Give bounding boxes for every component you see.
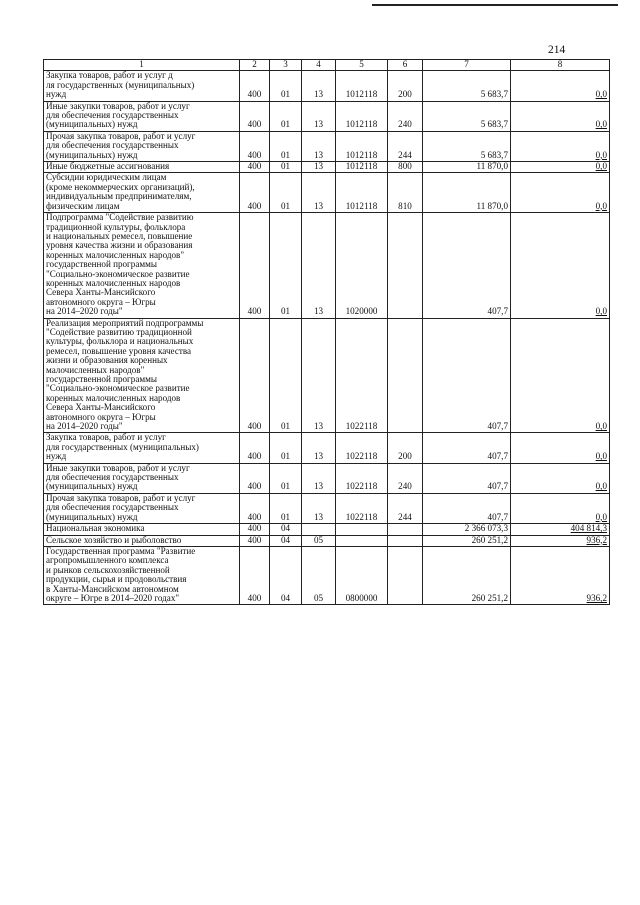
table-row: [44, 101, 610, 131]
expense-type-cell: 810: [388, 173, 423, 213]
section-code-cell: 01: [270, 318, 302, 433]
expense-type-cell: 200: [388, 433, 423, 463]
ministry-code-cell: 400: [240, 493, 270, 523]
row-name-cell: Иные бюджетные ассигнования: [44, 162, 240, 173]
ministry-code-cell: 400: [240, 213, 270, 318]
amount-cell: 260 251,2: [423, 546, 511, 604]
section-code-cell: 01: [270, 162, 302, 173]
subsection-code-cell: 13: [302, 433, 336, 463]
target-article-cell: 1012118: [336, 101, 388, 131]
ministry-code-cell: 400: [240, 546, 270, 604]
amount-cell: 5 683,7: [423, 131, 511, 161]
subsection-code-cell: [302, 524, 336, 535]
amount-second-cell: 0,0: [511, 433, 610, 463]
section-code-cell: 01: [270, 173, 302, 213]
target-article-cell: 1022118: [336, 463, 388, 493]
table-row: [44, 433, 610, 463]
target-article-cell: 1012118: [336, 173, 388, 213]
expense-type-cell: 244: [388, 131, 423, 161]
row-name-cell: Закупка товаров, работ и услуг д ля государственных (муниципальных) нужд: [44, 71, 240, 101]
ministry-code-cell: 400: [240, 173, 270, 213]
subsection-code-cell: 13: [302, 131, 336, 161]
amount-cell: 2 366 073,3: [423, 524, 511, 535]
ministry-code-cell: 400: [240, 131, 270, 161]
subsection-code-cell: 13: [302, 318, 336, 433]
row-name-cell: Иные закупки товаров, работ и услуг для обеспечения государственных (муниципальных) нужд: [44, 463, 240, 493]
amount-cell: 5 683,7: [423, 71, 511, 101]
subsection-code-cell: 13: [302, 173, 336, 213]
column-header: 4: [302, 60, 336, 71]
table-row: [44, 131, 610, 161]
row-name-cell: Национальная экономика: [44, 524, 240, 535]
table-row: [44, 524, 610, 535]
amount-cell: 407,7: [423, 318, 511, 433]
table-row: [44, 213, 610, 318]
amount-cell: 11 870,0: [423, 162, 511, 173]
page-number: 214: [548, 44, 566, 56]
amount-second-cell: 0,0: [511, 101, 610, 131]
row-name-cell: Субсидии юридическим лицам (кроме некоммерческих организаций), индивидуальным предпринимателям, физическим лицам: [44, 173, 240, 213]
ministry-code-cell: 400: [240, 101, 270, 131]
subsection-code-cell: 13: [302, 101, 336, 131]
column-header: 8: [511, 60, 610, 71]
table-row: [44, 493, 610, 523]
amount-second-cell: 0,0: [511, 71, 610, 101]
section-code-cell: 01: [270, 213, 302, 318]
ministry-code-cell: 400: [240, 433, 270, 463]
ministry-code-cell: 400: [240, 535, 270, 546]
expense-type-cell: [388, 535, 423, 546]
amount-second-cell: 0,0: [511, 162, 610, 173]
subsection-code-cell: 13: [302, 162, 336, 173]
amount-cell: 5 683,7: [423, 101, 511, 131]
section-code-cell: 01: [270, 71, 302, 101]
amount-second-cell: 0,0: [511, 318, 610, 433]
amount-second-cell: 0,0: [511, 213, 610, 318]
target-article-cell: 1012118: [336, 162, 388, 173]
row-name-cell: Закупка товаров, работ и услуг для государственных (муниципальных) нужд: [44, 433, 240, 463]
amount-cell: 11 870,0: [423, 173, 511, 213]
amount-cell: 407,7: [423, 463, 511, 493]
target-article-cell: [336, 524, 388, 535]
section-code-cell: 04: [270, 524, 302, 535]
column-header: 7: [423, 60, 511, 71]
ministry-code-cell: 400: [240, 524, 270, 535]
amount-cell: 407,7: [423, 433, 511, 463]
expense-type-cell: 800: [388, 162, 423, 173]
target-article-cell: 1022118: [336, 318, 388, 433]
amount-second-cell: 0,0: [511, 493, 610, 523]
ministry-code-cell: 400: [240, 162, 270, 173]
target-article-cell: 1012118: [336, 131, 388, 161]
row-name-cell: Государственная программа "Развитие агропромышленного комплекса и рынков сельскохозяйственной продукции, сырья и продовольствия в Ханты-Мансийском автономном округе – Югре в 2014–2020 годах": [44, 546, 240, 604]
subsection-code-cell: 05: [302, 535, 336, 546]
amount-second-cell: 936,2: [511, 546, 610, 604]
ministry-code-cell: 400: [240, 71, 270, 101]
column-header: 2: [240, 60, 270, 71]
expense-type-cell: 200: [388, 71, 423, 101]
target-article-cell: 1020000: [336, 213, 388, 318]
amount-cell: 407,7: [423, 493, 511, 523]
amount-cell: 260 251,2: [423, 535, 511, 546]
amount-second-cell: 0,0: [511, 131, 610, 161]
subsection-code-cell: 13: [302, 493, 336, 523]
column-header: 5: [336, 60, 388, 71]
target-article-cell: [336, 535, 388, 546]
target-article-cell: 1022118: [336, 493, 388, 523]
section-code-cell: 01: [270, 101, 302, 131]
column-header: 6: [388, 60, 423, 71]
budget-table: [43, 59, 610, 605]
section-code-cell: 01: [270, 433, 302, 463]
amount-cell: 407,7: [423, 213, 511, 318]
subsection-code-cell: 13: [302, 463, 336, 493]
target-article-cell: 1022118: [336, 433, 388, 463]
expense-type-cell: 240: [388, 101, 423, 131]
top-rule: [372, 4, 618, 6]
row-name-cell: Прочая закупка товаров, работ и услуг для обеспечения государственных (муниципальных) нужд: [44, 131, 240, 161]
table-row: [44, 463, 610, 493]
row-name-cell: Прочая закупка товаров, работ и услуг для обеспечения государственных (муниципальных) нужд: [44, 493, 240, 523]
amount-second-cell: 0,0: [511, 463, 610, 493]
section-code-cell: 04: [270, 535, 302, 546]
amount-second-cell: 404 814,3: [511, 524, 610, 535]
expense-type-cell: 240: [388, 463, 423, 493]
row-name-cell: Подпрограмма "Содействие развитию традиционной культуры, фольклора и национальных ремесел, повышение уровня качества жизни и образования коренных малочисленных народов" государственной программы "Социально-экономическое развитие коренных малочисленных народов Севера Ханты-Мансийского автономного округа – Югры на 2014–2020 годы": [44, 213, 240, 318]
target-article-cell: 1012118: [336, 71, 388, 101]
subsection-code-cell: 13: [302, 71, 336, 101]
table-row: [44, 546, 610, 604]
ministry-code-cell: 400: [240, 463, 270, 493]
table-header-row: [44, 60, 610, 71]
table-row: [44, 71, 610, 101]
section-code-cell: 04: [270, 546, 302, 604]
section-code-cell: 01: [270, 463, 302, 493]
amount-second-cell: 0,0: [511, 173, 610, 213]
expense-type-cell: [388, 524, 423, 535]
row-name-cell: Сельское хозяйство и рыболовство: [44, 535, 240, 546]
expense-type-cell: [388, 546, 423, 604]
table-row: [44, 535, 610, 546]
section-code-cell: 01: [270, 131, 302, 161]
expense-type-cell: [388, 213, 423, 318]
ministry-code-cell: 400: [240, 318, 270, 433]
target-article-cell: 0800000: [336, 546, 388, 604]
column-header: 3: [270, 60, 302, 71]
row-name-cell: Реализация мероприятий подпрограммы "Содействие развитию традиционной культуры, фольклора и национальных ремесел, повышение уровня качества жизни и образования коренных малочисленных народов" государственной программы "Социально-экономическое развитие коренных малочисленных народов Севера Ханты-Мансийского автономного округа – Югры на 2014–2020 годы": [44, 318, 240, 433]
row-name-cell: Иные закупки товаров, работ и услуг для обеспечения государственных (муниципальных) нужд: [44, 101, 240, 131]
amount-second-cell: 936,2: [511, 535, 610, 546]
table-row: [44, 318, 610, 433]
subsection-code-cell: 13: [302, 213, 336, 318]
subsection-code-cell: 05: [302, 546, 336, 604]
expense-type-cell: [388, 318, 423, 433]
table-row: [44, 173, 610, 213]
expense-type-cell: 244: [388, 493, 423, 523]
section-code-cell: 01: [270, 493, 302, 523]
column-header: 1: [44, 60, 240, 71]
table-row: [44, 162, 610, 173]
